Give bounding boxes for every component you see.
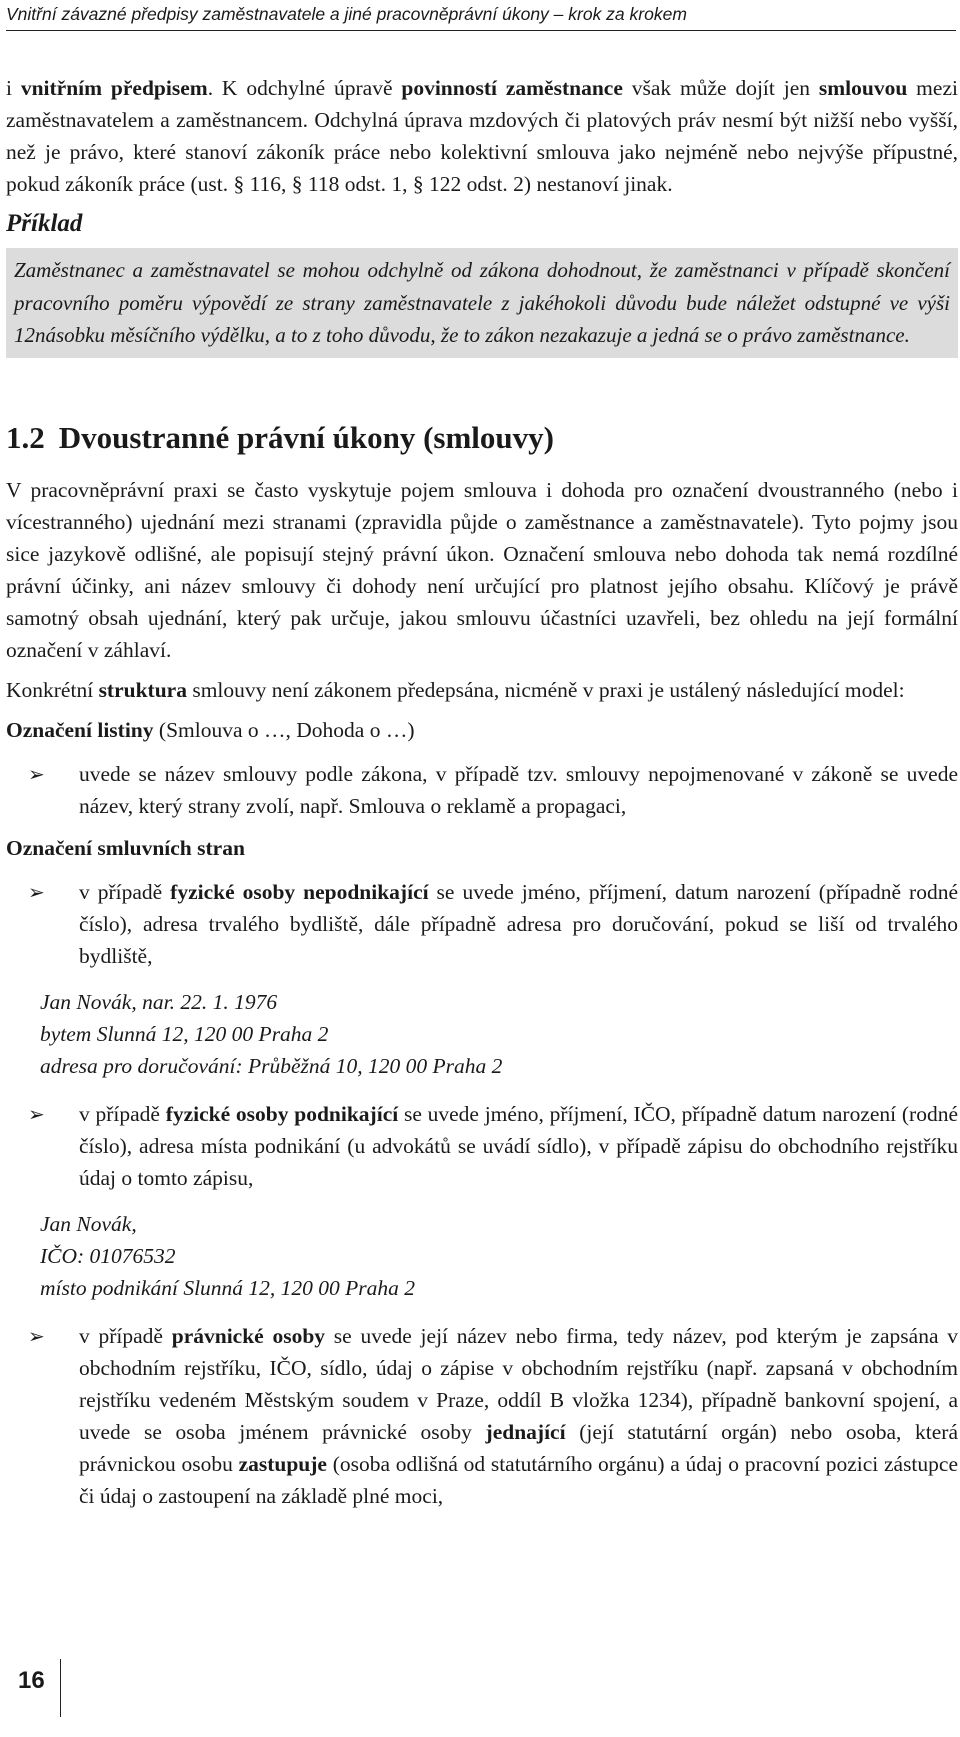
listina-label bbox=[6, 714, 958, 746]
text-run: Konkrétní bbox=[6, 677, 99, 702]
list-item bbox=[6, 1320, 958, 1512]
text-run: mezi zaměstnavatelem a zaměstnancem. Odchylná úprava mzdových či platových práv nesmí být nižší nebo vyšší, než je právo, které stanoví zákoník práce nebo kolektivní smlouva jako nejméně nebo nejvýše přípustné, pokud zákoník práce (ust. § 116, § 118 odst. 1, § 122 odst. 2) nestanoví jinak. bbox=[6, 76, 958, 196]
bold-run: povinností zaměstnance bbox=[401, 76, 623, 100]
example-line: IČO: 01076532 bbox=[40, 1243, 176, 1268]
section-heading bbox=[6, 418, 958, 458]
example-heading: Příklad bbox=[6, 210, 83, 237]
section-number: 1.2 bbox=[6, 419, 45, 455]
text-run: (její statutární orgán) nebo osoba, která právnickou osobu bbox=[79, 1419, 958, 1476]
example-lines bbox=[6, 986, 958, 1082]
bold-run: fyzické osoby nepodnikající bbox=[170, 879, 429, 904]
bold-run: Označení smluvních stran bbox=[6, 835, 245, 860]
running-header bbox=[6, 0, 956, 31]
bullet-text bbox=[79, 1098, 958, 1194]
page-number: 16 bbox=[18, 1667, 45, 1694]
list-item bbox=[6, 876, 958, 972]
text-run: však může dojít jen bbox=[622, 76, 819, 100]
text-run: v případě bbox=[79, 1101, 166, 1126]
example-line: adresa pro doručování: Průběžná 10, 120 00 Praha 2 bbox=[40, 1053, 503, 1078]
bold-run: smlouvou bbox=[818, 76, 908, 100]
bold-run: fyzické osoby podnikající bbox=[165, 1101, 399, 1126]
bold-run: Označení listiny bbox=[6, 717, 154, 742]
structure-paragraph bbox=[6, 674, 958, 706]
page-content bbox=[6, 72, 958, 1522]
bullet-text: uvede se název smlouvy podle zákona, v případě tzv. smlouvy nepojmenované v zákoně se uvede název, který strany zvolí, např. Smlouva o reklamě a propagaci, bbox=[79, 761, 958, 818]
text-run: se uvede jméno, příjmení, IČO, případně datum narození (rodné číslo), adresa místa podnikání (u advokátů se uvádí sídlo), v případě zápisu do obchodního rejstříku údaj o tomto zápisu, bbox=[79, 1101, 958, 1190]
list-item bbox=[6, 1098, 958, 1194]
example-line: místo podnikání Slunná 12, 120 00 Praha 2 bbox=[40, 1275, 416, 1300]
text-run: . K odchylné úpravě bbox=[207, 76, 402, 100]
bullet-text bbox=[79, 1320, 958, 1512]
example-text: Zaměstnanec a zaměstnavatel se mohou odchylně od zákona dohodnout, že zaměstnanci v případě skončení pracovního poměru výpovědí ze strany zaměstnavatele z jakéhokoli důvodu bude náležet odstupné ve výši 12násobku měsíčního výdělku, a to z toho důvodu, že to zákon nezakazuje a jedná se o právo zaměstnance. bbox=[14, 258, 950, 347]
text-run: (osoba odlišná od statutárního orgánu) a údaj o pracovní pozici zástupce či údaj o zastoupení na základě plné moci, bbox=[79, 1451, 958, 1508]
text-run: i bbox=[6, 76, 21, 100]
bullet-text bbox=[79, 876, 958, 972]
section-title: Dvoustranné právní úkony (smlouvy) bbox=[58, 419, 554, 455]
text-run: v případě bbox=[79, 1323, 172, 1348]
text-run: v případě bbox=[79, 879, 171, 904]
example-line: Jan Novák, bbox=[40, 1211, 137, 1236]
list-item bbox=[6, 758, 958, 822]
page-number-box bbox=[0, 1659, 61, 1717]
example-line: bytem Slunná 12, 120 00 Praha 2 bbox=[40, 1021, 329, 1046]
strany-label bbox=[6, 832, 958, 864]
example-line: Jan Novák, nar. 22. 1. 1976 bbox=[40, 989, 278, 1014]
text-run: se uvede jméno, příjmení, datum narození (případně rodné číslo), adresa trvalého bydliště, dále případně adresa pro doručování, pokud se liší od trvalého bydliště, bbox=[79, 879, 958, 968]
arrow-bullet-icon: ➢ bbox=[28, 1323, 45, 1348]
running-title: Vnitřní závazné předpisy zaměstnavatele a jiné pracovněprávní úkony – krok za krokem bbox=[6, 4, 687, 24]
example-box bbox=[6, 248, 958, 358]
example-lines bbox=[6, 1208, 958, 1304]
arrow-bullet-icon: ➢ bbox=[28, 879, 45, 904]
bold-run: jednající bbox=[485, 1419, 566, 1444]
text-run: (Smlouva o …, Dohoda o …) bbox=[153, 717, 415, 742]
bold-run: struktura bbox=[98, 677, 187, 702]
section-paragraph: V pracovněprávní praxi se často vyskytuje pojem smlouva i dohoda pro označení dvoustranného (nebo i vícestranného) ujednání mezi stranami (zpravidla půjde o zaměstnance a zaměstnavatele). Tyto pojmy jsou sice jazykově odlišné, ale popisují stejný právní úkon. Označení smlouva nebo dohoda tak nemá rozdílné právní účinky, ani název smlouvy či dohody není určující pro platnost jejího obsahu. Klíčový je právě samotný obsah ujednání, který pak určuje, jakou smlouvu účastníci uzavřeli, bez ohledu na její formální označení v záhlaví. bbox=[6, 477, 958, 662]
arrow-bullet-icon: ➢ bbox=[28, 1101, 45, 1126]
text-run: se uvede její název nebo firma, tedy název, pod kterým je zapsána v obchodním rejstříku, IČO, sídlo, údaj o zápise v obchodním rejstříku (např. zapsaná v obchodním rejstříku vedeném Městským soudem v Praze, oddíl B vložka 1234), případně bankovní spojení, a uvede se osoba jménem právnické osoby bbox=[79, 1323, 958, 1444]
bold-run: zastupuje bbox=[238, 1451, 327, 1476]
text-run: smlouvy není zákonem předepsána, nicméně v praxi je ustálený následující model: bbox=[186, 677, 905, 702]
arrow-bullet-icon: ➢ bbox=[28, 761, 45, 786]
bold-run: právnické osoby bbox=[171, 1323, 326, 1348]
bold-run: vnitřním předpisem bbox=[20, 76, 208, 100]
intro-paragraph bbox=[6, 72, 958, 200]
